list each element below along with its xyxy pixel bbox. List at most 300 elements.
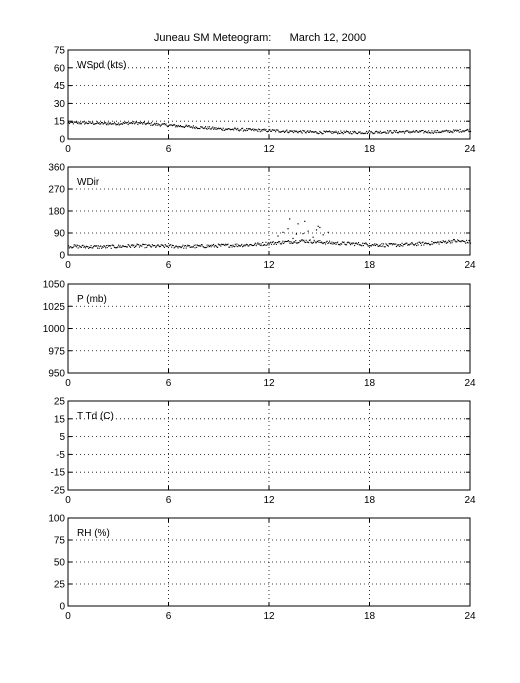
data-point	[365, 242, 366, 243]
x-tick-label: 6	[165, 144, 172, 155]
data-point	[368, 132, 369, 133]
data-point	[233, 129, 234, 130]
data-point	[81, 123, 82, 124]
data-point	[235, 244, 236, 245]
data-point	[141, 245, 142, 246]
data-point	[302, 133, 303, 134]
x-tick-label: 12	[263, 611, 275, 622]
data-point	[127, 122, 128, 123]
data-point	[207, 129, 208, 130]
data-point	[208, 245, 209, 246]
data-point	[454, 239, 455, 240]
data-point	[325, 244, 326, 245]
data-point	[358, 242, 359, 243]
data-point	[340, 130, 341, 131]
data-point	[215, 127, 216, 128]
data-point	[254, 244, 255, 245]
data-point	[154, 245, 155, 246]
data-point	[207, 126, 208, 127]
data-point	[353, 243, 354, 244]
data-point	[403, 131, 404, 132]
data-point	[78, 122, 79, 123]
data-point	[257, 129, 258, 130]
y-tick-label: 180	[48, 206, 65, 218]
data-point	[114, 122, 115, 123]
data-point	[338, 131, 339, 132]
data-point	[157, 125, 158, 126]
data-point	[268, 131, 269, 132]
data-point	[146, 247, 147, 248]
data-point	[331, 243, 332, 244]
data-point	[137, 124, 138, 125]
data-point	[189, 125, 190, 126]
data-point	[427, 132, 428, 133]
data-point	[242, 128, 243, 129]
data-point	[336, 132, 337, 133]
data-point	[451, 240, 452, 241]
data-point	[127, 246, 128, 247]
data-point	[327, 241, 328, 242]
data-point	[177, 246, 178, 247]
data-point	[83, 245, 84, 246]
data-point	[276, 244, 277, 245]
data-point	[142, 124, 143, 125]
data-point	[289, 241, 290, 242]
data-point	[294, 130, 295, 131]
data-point	[279, 241, 280, 242]
data-point	[332, 244, 333, 245]
data-point	[92, 247, 93, 248]
data-point	[207, 245, 208, 246]
data-point	[101, 248, 102, 249]
data-point	[310, 239, 311, 240]
data-point	[357, 244, 358, 245]
data-point	[399, 246, 400, 247]
data-point	[217, 247, 218, 248]
data-point	[282, 241, 283, 242]
data-point	[352, 131, 353, 132]
data-point	[423, 244, 424, 245]
data-point	[256, 245, 257, 246]
data-point	[425, 131, 426, 132]
x-tick-label: 24	[464, 378, 476, 389]
data-point	[275, 131, 276, 132]
panel-label: WSpd (kts)	[77, 60, 127, 71]
data-point	[404, 133, 405, 134]
data-point	[224, 130, 225, 131]
y-tick-label: 0	[59, 250, 65, 262]
x-tick-label: 18	[363, 495, 376, 506]
data-point	[119, 246, 120, 247]
data-point	[136, 245, 137, 246]
data-point	[159, 124, 160, 125]
data-point	[194, 127, 195, 128]
data-point	[144, 122, 145, 123]
data-point	[265, 245, 266, 246]
x-tick-label: 18	[363, 260, 376, 271]
data-point	[441, 131, 442, 132]
data-point	[211, 246, 212, 247]
data-point	[236, 245, 237, 246]
data-point	[110, 122, 111, 123]
data-point	[448, 130, 449, 131]
data-point	[157, 123, 158, 124]
data-point	[215, 129, 216, 130]
data-point	[113, 245, 114, 246]
data-point	[329, 241, 330, 242]
data-point	[274, 130, 275, 131]
data-point	[199, 128, 200, 129]
data-point	[128, 245, 129, 246]
y-tick-label: 45	[53, 81, 65, 93]
data-point	[202, 127, 203, 128]
data-point	[105, 247, 106, 248]
data-point	[316, 229, 317, 230]
data-point	[298, 242, 299, 243]
y-tick-label: 25	[53, 396, 65, 408]
data-point	[192, 127, 193, 128]
data-point	[275, 242, 276, 243]
data-point	[243, 131, 244, 132]
data-point	[314, 240, 315, 241]
data-point	[306, 240, 307, 241]
data-point	[372, 132, 373, 133]
data-point	[390, 130, 391, 131]
data-point	[451, 242, 452, 243]
data-point	[294, 242, 295, 243]
data-point	[307, 130, 308, 131]
data-point	[447, 241, 448, 242]
data-point	[393, 132, 394, 133]
data-point	[78, 247, 79, 248]
panel-label: WDir	[77, 177, 100, 188]
data-point	[269, 129, 270, 130]
data-point	[76, 246, 77, 247]
data-point	[468, 242, 469, 243]
data-point	[397, 245, 398, 246]
data-point	[91, 123, 92, 124]
data-point	[259, 129, 260, 130]
data-point	[196, 247, 197, 248]
data-point	[173, 245, 174, 246]
data-point	[247, 244, 248, 245]
data-point	[152, 244, 153, 245]
data-point	[277, 242, 278, 243]
data-point	[315, 131, 316, 132]
data-point	[281, 243, 282, 244]
data-point	[182, 245, 183, 246]
data-point	[288, 240, 289, 241]
data-point	[431, 244, 432, 245]
data-point	[305, 242, 306, 243]
data-point	[300, 130, 301, 131]
data-point	[70, 122, 71, 123]
data-point	[360, 131, 361, 132]
data-point	[433, 133, 434, 134]
data-point	[357, 133, 358, 134]
data-point	[90, 247, 91, 248]
data-point	[257, 242, 258, 243]
data-point	[70, 246, 71, 247]
data-point	[273, 241, 274, 242]
data-point	[151, 246, 152, 247]
data-point	[136, 122, 137, 123]
data-point	[111, 248, 112, 249]
data-point	[202, 244, 203, 245]
data-point	[344, 131, 345, 132]
data-point	[194, 247, 195, 248]
data-point	[193, 246, 194, 247]
data-point	[465, 243, 466, 244]
data-point	[388, 132, 389, 133]
data-point	[128, 124, 129, 125]
data-point	[437, 130, 438, 131]
data-point	[387, 130, 388, 131]
data-point	[267, 244, 268, 245]
data-point	[246, 128, 247, 129]
data-point	[319, 227, 320, 228]
data-point	[161, 125, 162, 126]
data-point	[392, 244, 393, 245]
data-point	[377, 244, 378, 245]
x-tick-label: 0	[65, 260, 71, 271]
data-point	[456, 241, 457, 242]
data-point	[248, 245, 249, 246]
data-point	[277, 235, 278, 236]
data-point	[132, 123, 133, 124]
y-tick-label: 1050	[42, 279, 65, 291]
data-point	[368, 131, 369, 132]
data-point	[335, 131, 336, 132]
data-point	[464, 241, 465, 242]
data-point	[102, 122, 103, 123]
data-point	[328, 232, 329, 233]
data-point	[459, 132, 460, 133]
data-point	[348, 131, 349, 132]
data-point	[385, 132, 386, 133]
data-point	[448, 240, 449, 241]
data-point	[332, 131, 333, 132]
data-point	[323, 234, 324, 235]
y-tick-label: -25	[50, 485, 65, 497]
data-point	[301, 131, 302, 132]
data-point	[171, 247, 172, 248]
x-tick-label: 24	[464, 144, 476, 155]
y-tick-label: 950	[48, 368, 65, 380]
data-point	[296, 233, 297, 234]
data-point	[292, 131, 293, 132]
data-point	[300, 241, 301, 242]
data-point	[319, 131, 320, 132]
data-point	[290, 243, 291, 244]
data-point	[343, 133, 344, 134]
data-point	[345, 132, 346, 133]
data-point	[293, 132, 294, 133]
data-point	[398, 244, 399, 245]
data-point	[186, 248, 187, 249]
data-point	[236, 129, 237, 130]
data-point	[298, 132, 299, 133]
data-point	[337, 242, 338, 243]
data-point	[431, 241, 432, 242]
data-point	[418, 244, 419, 245]
data-point	[329, 131, 330, 132]
data-point	[175, 126, 176, 127]
x-tick-label: 0	[65, 144, 71, 155]
data-point	[349, 133, 350, 134]
data-point	[395, 132, 396, 133]
data-point	[97, 248, 98, 249]
data-point	[107, 123, 108, 124]
data-point	[421, 245, 422, 246]
data-point	[445, 241, 446, 242]
data-point	[353, 132, 354, 133]
data-point	[420, 243, 421, 244]
data-point	[434, 131, 435, 132]
data-point	[388, 246, 389, 247]
data-point	[133, 121, 134, 122]
data-point	[83, 247, 84, 248]
y-tick-label: 75	[53, 45, 65, 57]
data-point	[90, 122, 91, 123]
data-point	[204, 127, 205, 128]
data-point	[352, 243, 353, 244]
data-point	[373, 245, 374, 246]
data-point	[131, 122, 132, 123]
data-point	[418, 131, 419, 132]
data-point	[264, 129, 265, 130]
x-tick-label: 0	[65, 378, 71, 389]
data-point	[178, 247, 179, 248]
data-point	[337, 133, 338, 134]
data-point	[468, 130, 469, 131]
data-point	[363, 245, 364, 246]
data-point	[121, 247, 122, 248]
data-point	[261, 129, 262, 130]
data-point	[167, 246, 168, 247]
data-point	[452, 132, 453, 133]
data-point	[241, 244, 242, 245]
data-point	[303, 240, 304, 241]
data-point	[383, 243, 384, 244]
data-point	[141, 122, 142, 123]
data-point	[149, 245, 150, 246]
data-point	[374, 243, 375, 244]
data-point	[160, 246, 161, 247]
data-point	[229, 247, 230, 248]
data-point	[313, 242, 314, 243]
x-tick-label: 18	[363, 611, 376, 622]
y-tick-label: 1025	[42, 301, 65, 313]
data-point	[431, 130, 432, 131]
data-point	[319, 133, 320, 134]
data-point	[135, 122, 136, 123]
data-point	[287, 228, 288, 229]
data-point	[412, 243, 413, 244]
data-point	[260, 245, 261, 246]
data-point	[106, 245, 107, 246]
data-point	[132, 244, 133, 245]
data-point	[377, 131, 378, 132]
data-point	[324, 242, 325, 243]
data-point	[435, 130, 436, 131]
data-point	[361, 245, 362, 246]
x-tick-label: 18	[363, 144, 376, 155]
data-point	[183, 248, 184, 249]
data-point	[163, 246, 164, 247]
data-point	[281, 242, 282, 243]
data-point	[452, 240, 453, 241]
y-tick-label: 975	[48, 346, 65, 358]
data-point	[184, 127, 185, 128]
data-point	[265, 129, 266, 130]
data-point	[381, 246, 382, 247]
data-point	[91, 245, 92, 246]
data-point	[380, 131, 381, 132]
data-point	[344, 242, 345, 243]
data-point	[323, 133, 324, 134]
data-point	[375, 245, 376, 246]
data-point	[414, 132, 415, 133]
data-point	[200, 246, 201, 247]
data-point	[180, 125, 181, 126]
data-point	[214, 246, 215, 247]
data-point	[401, 245, 402, 246]
data-point	[306, 132, 307, 133]
data-point	[134, 247, 135, 248]
data-point	[88, 248, 89, 249]
data-point	[194, 128, 195, 129]
data-point	[325, 132, 326, 133]
data-point	[386, 133, 387, 134]
data-point	[271, 244, 272, 245]
data-point	[422, 130, 423, 131]
data-point	[87, 246, 88, 247]
data-point	[96, 123, 97, 124]
data-point	[466, 240, 467, 241]
data-point	[74, 244, 75, 245]
x-tick-label: 24	[464, 260, 476, 271]
data-point	[151, 122, 152, 123]
data-point	[237, 246, 238, 247]
data-point	[156, 246, 157, 247]
data-point	[118, 245, 119, 246]
data-point	[352, 133, 353, 134]
data-point	[461, 132, 462, 133]
data-point	[260, 131, 261, 132]
data-point	[165, 124, 166, 125]
data-point	[416, 130, 417, 131]
data-point	[447, 130, 448, 131]
data-point	[144, 244, 145, 245]
data-point	[415, 243, 416, 244]
data-point	[367, 244, 368, 245]
y-tick-label: 270	[48, 184, 65, 196]
data-point	[308, 231, 309, 232]
data-point	[342, 132, 343, 133]
y-tick-label: 60	[53, 63, 65, 75]
data-point	[349, 243, 350, 244]
data-point	[234, 246, 235, 247]
data-point	[78, 123, 79, 124]
data-point	[255, 243, 256, 244]
data-point	[113, 123, 114, 124]
data-point	[81, 247, 82, 248]
figure-title: Juneau SM Meteogram: March 12, 2000	[153, 32, 367, 44]
data-point	[100, 123, 101, 124]
x-tick-label: 24	[464, 495, 476, 506]
data-point	[297, 223, 298, 224]
